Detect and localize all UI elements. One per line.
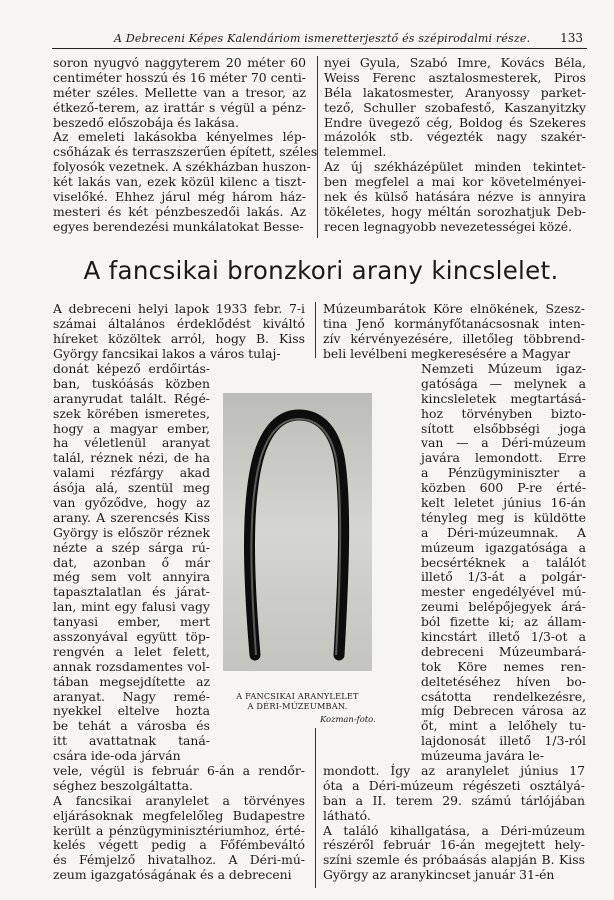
text-line: tok Köre nemes ren-	[421, 658, 586, 674]
text-line: mester engedélyével mú-	[421, 584, 586, 600]
column-divider-top	[317, 56, 318, 238]
text-line: számai általános érdeklődést kiváltó	[53, 315, 305, 331]
text-line: becsértéknek a találót	[421, 554, 586, 570]
text-line: nézte a szép sárga rú-	[53, 539, 210, 555]
text-line: A debreceni helyi lapok 1933 febr. 7-i	[53, 301, 305, 316]
text-line: mázolók stb. végezték nagy szakér-	[324, 129, 586, 145]
text-line: lan, mint egy falusi vagy	[53, 599, 210, 615]
text-line: Béla lakatosmester, Aranyossy parket-	[324, 84, 586, 100]
text-line: lajdonosát illető 1/3-ról	[421, 733, 586, 749]
text-line: és Fémjelző hivatalhoz. A Déri-mú-	[53, 852, 305, 868]
text-line: zeumi belépőjegyek árá-	[421, 599, 586, 615]
text-line: Múzeumbarátok Köre elnökének, Szesz-	[323, 301, 585, 316]
text-line: zív kérvényezésére, illetőleg többrend-	[323, 330, 585, 346]
photo-credit: Kozman-foto.	[320, 714, 376, 724]
caption-line-2: A DÉRI-MÚZEUMBAN.	[247, 701, 348, 711]
text-line: csőházak és terraszszerűen épített, széles	[53, 144, 318, 160]
text-line: tina Jenő kormányfőtanácsosnak inten-	[323, 315, 585, 331]
text-line: szek körében ismeretes,	[53, 405, 210, 421]
text-line: A fancsikai aranylelet a törvényes	[53, 792, 305, 808]
text-line: hoz törvényben biztо-	[421, 405, 586, 421]
text-line: étkező-terem, az irattár s végül a pénz-	[53, 99, 306, 115]
text-line: tában megsejdítette az	[53, 673, 210, 689]
text-line: tényleg meg is küldötte	[421, 509, 586, 525]
text-line: kincstárt illető 1/3-ot a	[421, 629, 586, 645]
text-line: recen legnagyobb nevezetességei közé.	[324, 218, 573, 234]
gold-bar-image	[223, 393, 372, 671]
text-line: színi szemle és próbaásás alapján B. Kiss	[323, 852, 585, 868]
text-line: be tehát a városba és	[53, 718, 210, 734]
text-line: a Déri-múzeumnak. A	[421, 524, 586, 540]
text-line: kincsleletek megtartásá-	[421, 390, 586, 406]
text-line: telemmel.	[324, 144, 387, 160]
text-line: ha véletlenül aranyat	[53, 435, 210, 451]
text-line: méter széles. Mellette van a tresor, az	[53, 84, 306, 100]
text-line: közben 600 P-re érté-	[421, 480, 586, 496]
text-line: ban a II. terem 29. számú tárlójában	[323, 792, 585, 808]
page-number: 133	[560, 31, 583, 45]
text-line: valami rézfárgy akad	[53, 465, 210, 481]
article-left-bottom	[53, 764, 305, 883]
text-line: vele, végül is február 6-án a rendőr-	[53, 763, 305, 778]
text-line: donát képező erdőirtás-	[53, 361, 210, 376]
article-title: A fancsikai bronzkori arany kincslelet.	[83, 256, 559, 285]
text-line: beli levélbeni megkeresésére a Magyar	[323, 345, 571, 361]
text-line: ból fizette ki; az állam-	[421, 614, 586, 630]
text-line: séghez beszolgáltatta.	[53, 777, 193, 793]
text-line: kelt leletet június 16-án	[421, 495, 586, 511]
text-line: részéről február 16-án megejtett hely-	[323, 837, 585, 853]
text-line: van győződve, hogy az	[53, 495, 210, 511]
article-left-narrow	[53, 362, 210, 764]
text-line: eljárásoknak megfelelőleg Budapestre	[53, 807, 305, 823]
text-line: György az aranykincset január 31-én	[323, 867, 555, 883]
photo-caption	[225, 691, 370, 711]
text-line: hogy a magyar ember,	[53, 420, 210, 436]
top-right-column	[324, 56, 586, 235]
text-line: illető 1/3-át a polgár-	[421, 569, 586, 585]
text-line: javára lemondott. Erre	[421, 450, 586, 466]
article-left-intro	[53, 302, 305, 362]
text-line: ban, tuskóásás közben	[53, 375, 210, 391]
running-title: A Debreceni Képes Kalendáriom ismeretterjesztő és szépirodalmi része.	[114, 32, 531, 45]
gold-find-photo	[223, 393, 372, 671]
text-line: itt avattatnak taná-	[53, 733, 210, 749]
text-line: folyosók vezetnek. A székházban huszon-	[53, 159, 311, 175]
text-line: két lakás van, ezek közül kilenc a tiszt-	[53, 174, 306, 190]
text-line: arany. A szerencsés Kiss	[53, 509, 210, 525]
text-line: dat, azonban ő már	[53, 554, 210, 570]
text-line: aranyat. Nagy remé-	[53, 688, 210, 704]
text-line: látható.	[323, 807, 371, 823]
text-line: a Pénzügyminiszter a	[421, 465, 586, 481]
column-divider-article-lower	[315, 728, 316, 888]
top-left-column	[53, 55, 318, 235]
article-right-narrow	[421, 362, 586, 764]
column-divider-article	[315, 302, 316, 358]
text-line: mondott. Így az aranylelet június 17	[323, 763, 585, 778]
text-line: annak rozsdamentes vol-	[53, 658, 210, 674]
text-line: deltetéséhez híven bo-	[421, 673, 586, 689]
text-line: beszedő előszobája és lakása.	[53, 114, 239, 130]
text-line: ásója alá, szentül meg	[53, 480, 210, 496]
text-line: nek és külső hatására nézve is annyira	[324, 189, 586, 205]
text-line: A találó kihallgatása, a Déri-múzeum	[323, 822, 585, 838]
text-line: nyei Gyula, Szabó Imre, Kovács Béla,	[324, 55, 586, 70]
text-line: Az emeleti lakásokba kényelmes lép-	[53, 129, 306, 145]
text-line: múzeuma javára le-	[421, 748, 544, 764]
text-line: Az új székházépület minden tekintet-	[324, 159, 586, 175]
text-line: sított elsőbbségi joga	[421, 420, 586, 436]
text-line: György fancsikai lakos a város tulaj-	[53, 345, 281, 361]
text-line: híreket közöltek arról, hogy B. Kiss	[53, 330, 305, 346]
article-right-bottom	[323, 764, 585, 883]
running-header	[52, 30, 587, 49]
text-line: csátotta rendelkezésre,	[421, 688, 586, 704]
text-line: tező, Schuller szobafestő, Kaszanyitzky	[324, 99, 586, 115]
text-line: van — a Déri-múzeum	[421, 435, 586, 451]
article-right-intro	[323, 302, 585, 362]
text-line: míg Debrecen városa az	[421, 703, 586, 719]
text-line: György is először réznek	[53, 524, 210, 540]
text-line: még sem volt annyira	[53, 569, 210, 585]
text-line: centiméter hosszú és 16 méter 70 centi-	[53, 69, 306, 85]
text-line: múzeum igazgatósága a	[421, 539, 586, 555]
text-line: viselőké. Ehhez járul még három ház-	[53, 189, 306, 205]
caption-line-1: A FANCSIKAI ARANYLELET	[236, 691, 359, 701]
text-line: őt, mint a lelőhely tu-	[421, 718, 586, 734]
text-line: asszonyával együtt töp-	[53, 629, 210, 645]
text-line: zeum igazgatóságának és a debreceni	[53, 867, 292, 883]
text-line: soron nyugvó naggyterem 20 méter 60	[53, 55, 306, 70]
text-line: Endre üvegező cég, Boldog és Szekeres	[324, 114, 586, 130]
text-line: tanyasi ember, mert	[53, 614, 210, 630]
text-line: ben megfelel a mai kor követelményei-	[324, 174, 586, 190]
text-line: került a pénzügyminisztériumhoz, érté-	[53, 822, 305, 838]
text-line: talál, réznek nézi, de ha	[53, 450, 210, 466]
text-line: kelés végett pedig a Főfémbeváltó	[53, 837, 305, 853]
text-line: tapasztalatlan és járat-	[53, 584, 210, 600]
text-line: egyes berendezési munkálatokat Besse-	[53, 218, 304, 234]
text-line: Nemzeti Múzeum igaz-	[421, 361, 586, 376]
text-line: rengvén a lelet felett,	[53, 643, 210, 659]
text-line: tökéletes, hogy méltán sorozhatjuk Deb-	[324, 203, 586, 219]
text-line: nyekkel eltelve hozta	[53, 703, 210, 719]
text-line: aranyrudat talált. Régé-	[53, 390, 210, 406]
text-line: gatósága — melynek a	[421, 375, 586, 391]
text-line: debreceni Múzeumbará-	[421, 643, 586, 659]
text-line: csára ide-oda járván	[53, 748, 181, 764]
text-line: mesteri és két pénzbeszedői lakás. Az	[53, 203, 306, 219]
text-line: óta a Déri-múzeum régészeti osztályá-	[323, 777, 585, 793]
text-line: Weiss Ferenc asztalosmesterek, Piros	[324, 69, 586, 85]
